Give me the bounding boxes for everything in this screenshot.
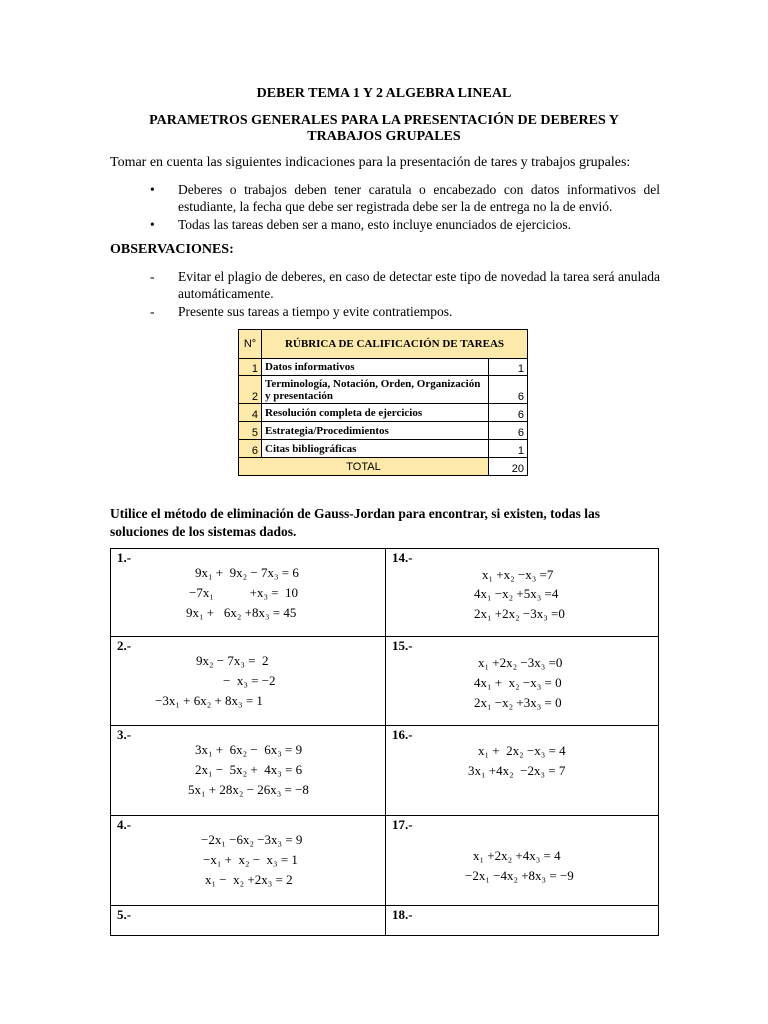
exercise-instruction: Utilice el método de eliminación de Gauss-Jordan para encontrar, si existen, todas las soluciones de los sistemas dados. (110, 506, 600, 539)
table-row (111, 637, 659, 726)
table-row (111, 906, 659, 936)
table-row (111, 549, 659, 637)
table-row: 6 Citas bibliográficas 1 (239, 440, 528, 458)
rubric-table (238, 329, 528, 476)
exercise-cell: 17.- x₁ +2x₂ +4x₃ = 4 −2x₁ −4x₂ +8x₃ = −9 (386, 816, 659, 906)
exercise-cell: 2.- 9x₂ − 7x₃ = 2 − x₃ = −2 −3x₁ + 6x₂ + 8x₃ = 1 (111, 637, 386, 726)
list-item: • Todas las tareas deben ser a mano, esto incluye enunciados de ejercicios. (150, 217, 572, 232)
intro-text: Tomar en cuenta las siguientes indicaciones para la presentación de tares y trabajos grupales: (110, 155, 631, 170)
rubric-total-value: 20 (489, 458, 528, 476)
table-row (239, 458, 528, 476)
document-subtitle: PARAMETROS GENERALES PARA LA PRESENTACIÓN DE DEBERES Y TRABAJOS GRUPALES (149, 113, 619, 144)
table-row: 2 Terminología, Notación, Orden, Organización y presentación 6 (239, 376, 528, 404)
document-title: DEBER TEMA 1 Y 2 ALGEBRA LINEAL (256, 86, 512, 101)
exercise-cell: 5.- (111, 906, 386, 936)
dash-icon: - (150, 269, 155, 284)
bullet-icon: • (150, 182, 155, 197)
guidelines-list (150, 181, 660, 234)
observations-heading: OBSERVACIONES: (110, 242, 234, 257)
bullet-icon: • (150, 217, 155, 232)
exercise-cell: 15.- x₁ +2x₂ −3x₃ =0 4x₁ + x₂ −x₃ = 0 2x₁ −x₂ +3x₃ = 0 (386, 637, 659, 726)
table-row (111, 726, 659, 816)
exercises-table (110, 548, 659, 936)
list-item: - Evitar el plagio de deberes, en caso de detectar este tipo de novedad la tarea será anulada automáticamente. (150, 269, 660, 301)
list-item: - Presente sus tareas a tiempo y evite contratiempos. (150, 304, 453, 319)
dash-icon: - (150, 304, 155, 319)
table-row: 1 Datos informativos 1 (239, 359, 528, 376)
table-row (111, 816, 659, 906)
observations-list (150, 268, 660, 321)
table-row: 5 Estrategia/Procedimientos 6 (239, 422, 528, 440)
exercise-cell: 18.- (386, 906, 659, 936)
list-item: • Deberes o trabajos deben tener caratula o encabezado con datos informativos del estudiante, la fecha que debe ser registrada debe ser la de entrega no la de envió. (150, 182, 660, 214)
rubric-total-label: TOTAL (239, 458, 489, 476)
table-row: 4 Resolución completa de ejercicios 6 (239, 404, 528, 422)
exercise-cell: 16.- x₁ + 2x₂ −x₃ = 4 3x₁ +4x₂ −2x₃ = 7 (386, 726, 659, 816)
exercise-cell: 1.- 9x₁ + 9x₂ − 7x₃ = 6 −7x₁ +x₃ = 10 9x₁ + 6x₂ +8x₃ = 45 (111, 549, 386, 637)
rubric-col-num: N° (239, 330, 262, 359)
exercise-cell: 14.- x₁ +x₂ −x₃ =7 4x₁ −x₂ +5x₃ =4 2x₁ +2x₂ −3x₃ =0 (386, 549, 659, 637)
exercise-cell: 3.- 3x₁ + 6x₂ − 6x₃ = 9 2x₁ − 5x₂ + 4x₃ = 6 5x₁ + 28x₂ − 26x₃ = −8 (111, 726, 386, 816)
rubric-heading: RÚBRICA DE CALIFICACIÓN DE TAREAS (262, 330, 528, 359)
exercise-cell: 4.- −2x₁ −6x₂ −3x₃ = 9 −x₁ + x₂ − x₃ = 1 x₁ − x₂ +2x₃ = 2 (111, 816, 386, 906)
